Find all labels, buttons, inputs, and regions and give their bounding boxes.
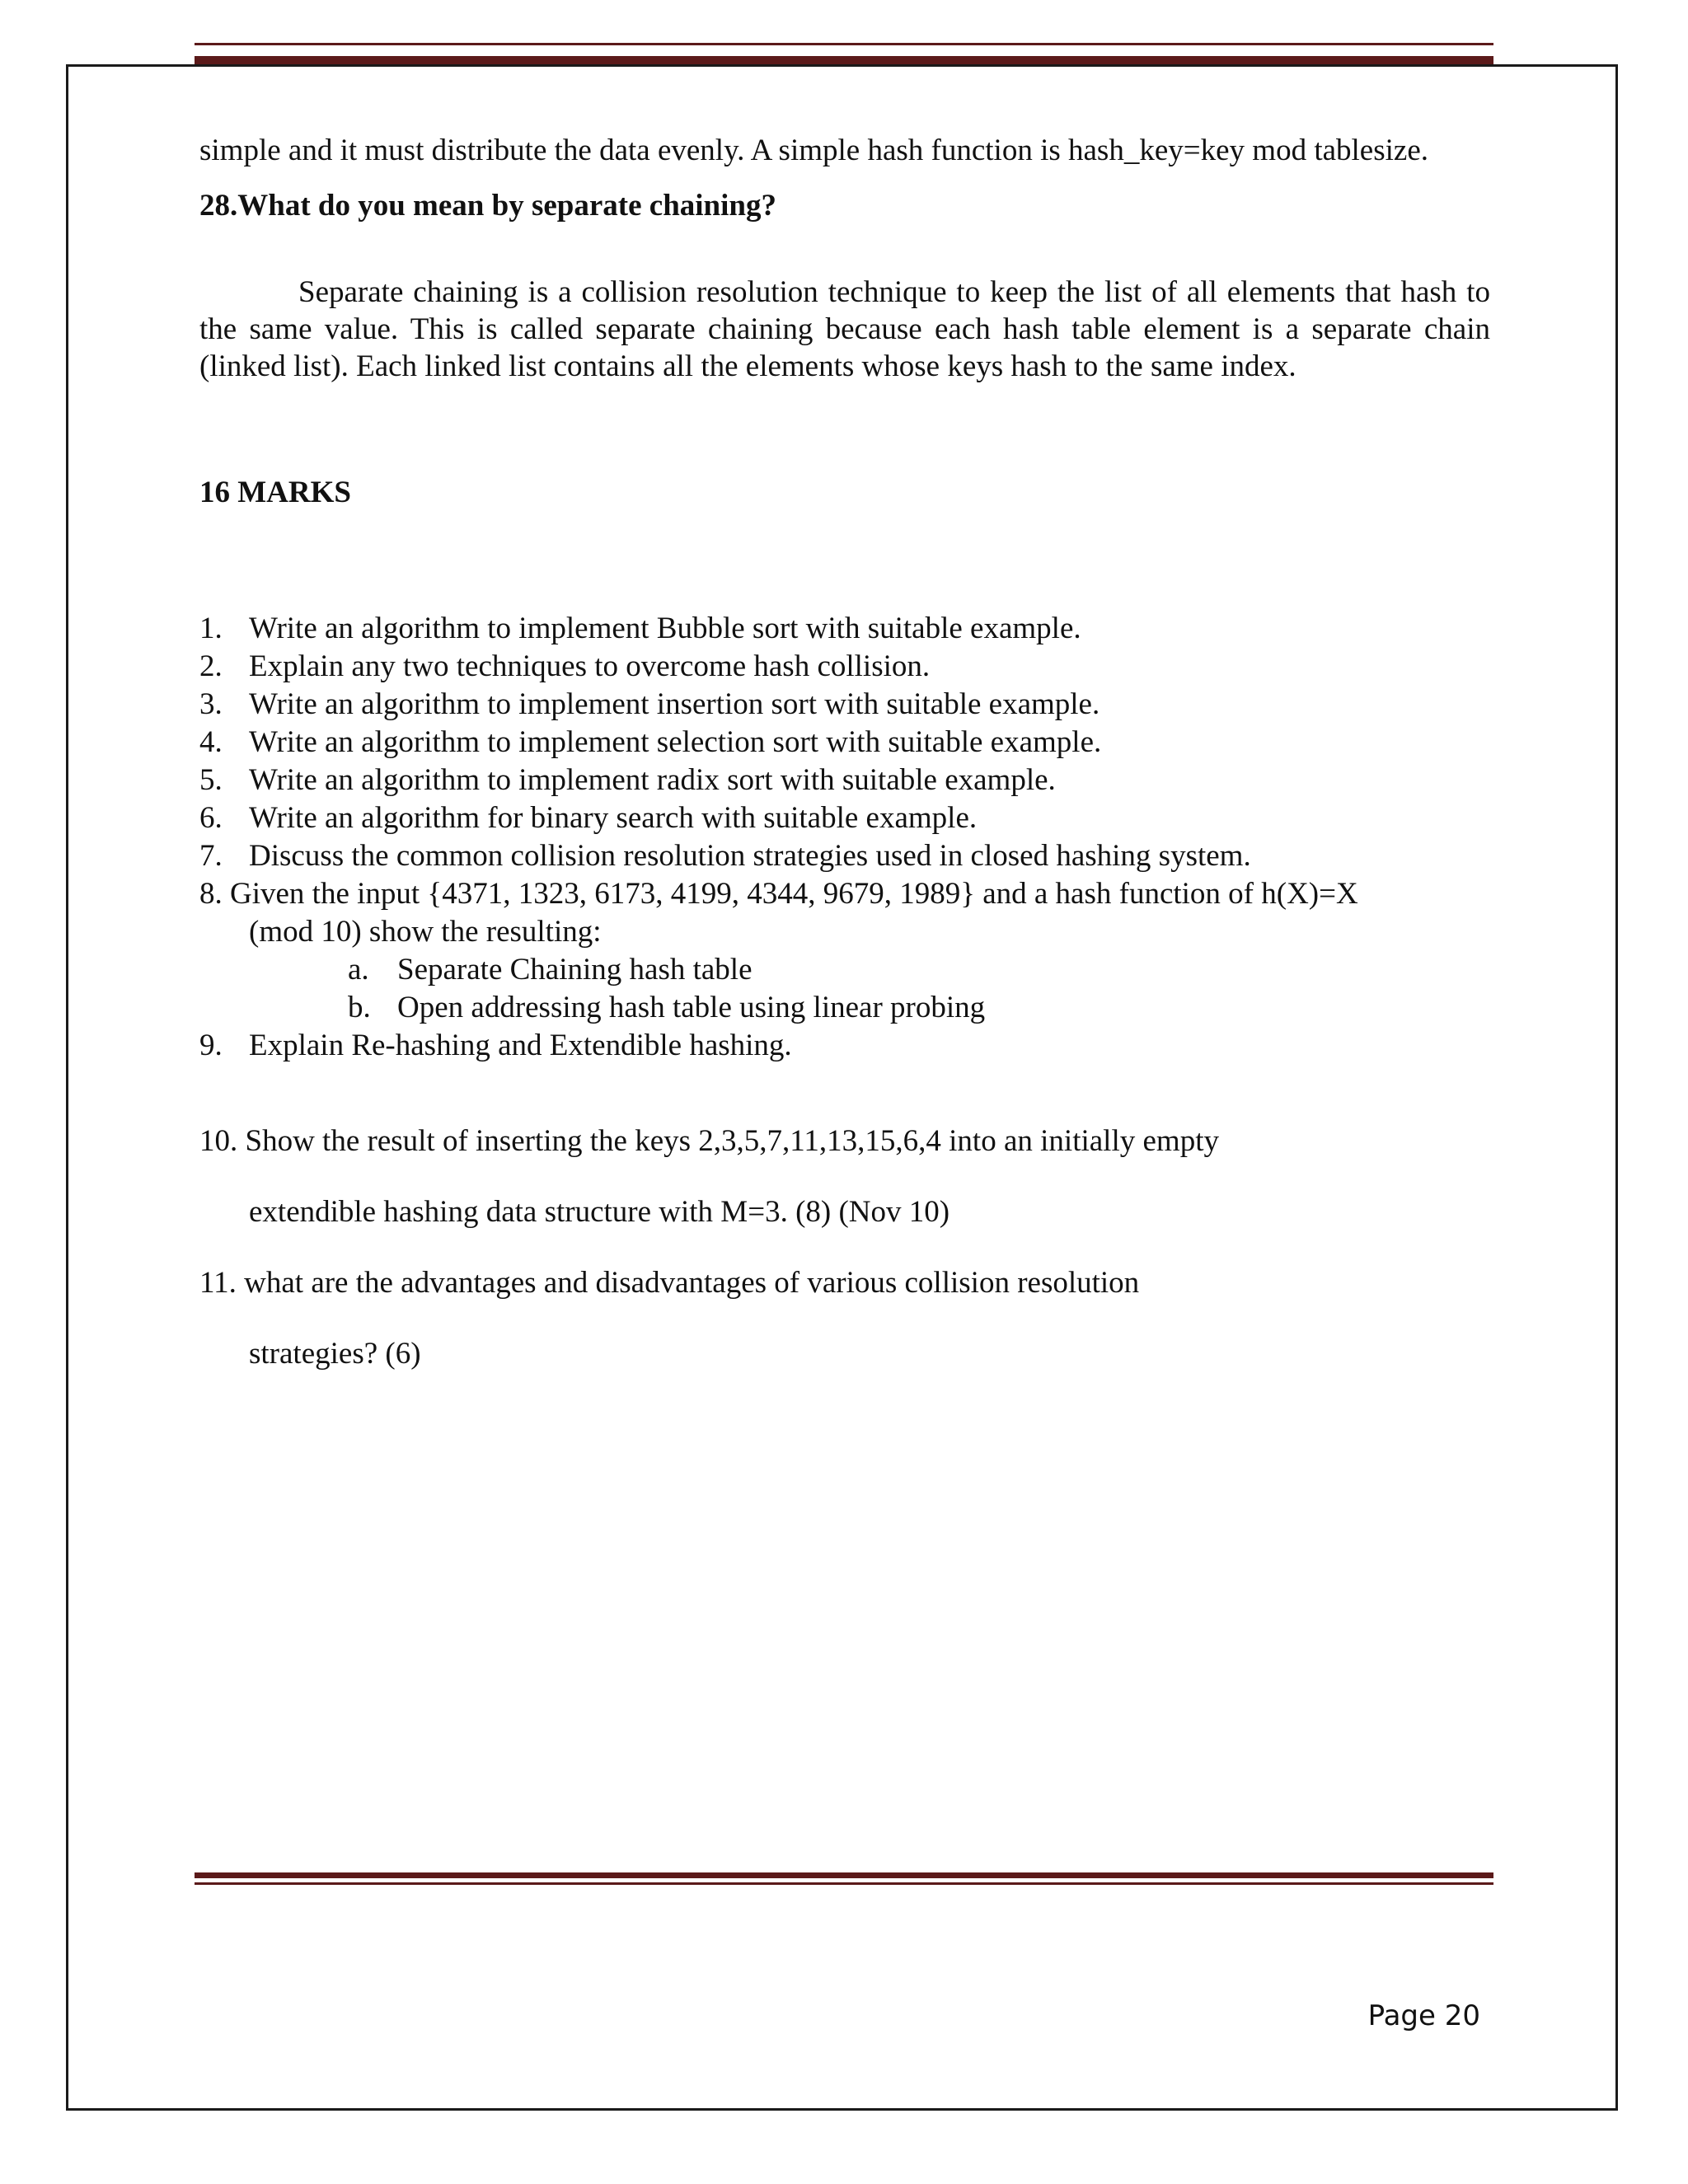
question-text: Write an algorithm to implement radix sort with suitable example. [249, 763, 1056, 797]
question-item [199, 724, 1490, 762]
question-number: 7. [199, 839, 223, 873]
question-number: 1. [199, 612, 223, 645]
sub-item-text: Separate Chaining hash table [397, 953, 753, 987]
question-number: 3. [199, 687, 223, 721]
page-content [199, 132, 1490, 1373]
question-text: Write an algorithm to implement selection sort with suitable example. [249, 725, 1102, 759]
sub-item-a [199, 951, 1490, 989]
question-28-heading: 28.What do you mean by separate chaining? [199, 189, 776, 223]
continuation-paragraph: simple and it must distribute the data evenly. A simple hash function is hash_key=key mod tablesize. [199, 134, 1429, 167]
page-number: Page 20 [1367, 1999, 1480, 2032]
question-text-line1: Show the result of inserting the keys 2,3,5,7,11,13,15,6,4 into an initially empty [245, 1124, 1219, 1158]
question-text-line1: Given the input {4371, 1323, 6173, 4199, 4344, 9679, 1989} and a hash function of h(X)=X [230, 877, 1358, 911]
header-rule-thick [195, 56, 1493, 64]
question-28-answer: Separate chaining is a collision resolution technique to keep the list of all elements that hash to the same value. This is called separate chaining because each hash table element is a separate chain (linked list). Each linked list contains all the elements whose keys hash to the same index. [199, 275, 1490, 383]
sub-item-letter: b. [348, 991, 371, 1024]
question-text: Explain Re-hashing and Extendible hashing. [249, 1029, 792, 1062]
sub-item-letter: a. [348, 953, 369, 987]
question-text: Explain any two techniques to overcome hash collision. [249, 649, 931, 683]
question-text: Write an algorithm for binary search with suitable example. [249, 801, 978, 835]
question-number: 8. [199, 877, 223, 911]
question-number: 4. [199, 725, 223, 759]
question-text-line2: extendible hashing data structure with M=3. (8) (Nov 10) [249, 1195, 950, 1229]
sub-item-text: Open addressing hash table using linear probing [397, 991, 986, 1024]
question-number: 9. [199, 1029, 223, 1062]
question-text-line2: (mod 10) show the resulting: [249, 915, 602, 949]
question-number: 10. [199, 1124, 238, 1158]
question-item [199, 648, 1490, 686]
question-item [199, 686, 1490, 724]
footer-rule-thick [195, 1872, 1493, 1878]
question-text: Write an algorithm to implement insertion sort with suitable example. [249, 687, 1100, 721]
question-item [199, 837, 1490, 875]
question-item-10 [199, 1122, 1490, 1231]
question-item [199, 762, 1490, 799]
question-text: Write an algorithm to implement Bubble sort with suitable example. [249, 612, 1081, 645]
question-item [199, 610, 1490, 648]
question-item-8 [199, 875, 1490, 1027]
question-text-line2: strategies? (6) [249, 1337, 421, 1371]
question-number: 6. [199, 801, 223, 835]
question-item-9 [199, 1027, 1490, 1065]
header-rule-thin [195, 43, 1493, 45]
question-number: 2. [199, 649, 223, 683]
section-heading-16-marks: 16 MARKS [199, 476, 351, 509]
sub-item-b [199, 989, 1490, 1027]
question-item [199, 799, 1490, 837]
footer-rule-thin [195, 1882, 1493, 1885]
questions-list [199, 610, 1490, 1065]
question-number: 5. [199, 763, 223, 797]
question-text-line1: what are the advantages and disadvantages of various collision resolution [244, 1266, 1140, 1300]
question-number: 11. [199, 1266, 237, 1300]
question-item-11 [199, 1264, 1490, 1373]
question-text: Discuss the common collision resolution strategies used in closed hashing system. [249, 839, 1251, 873]
